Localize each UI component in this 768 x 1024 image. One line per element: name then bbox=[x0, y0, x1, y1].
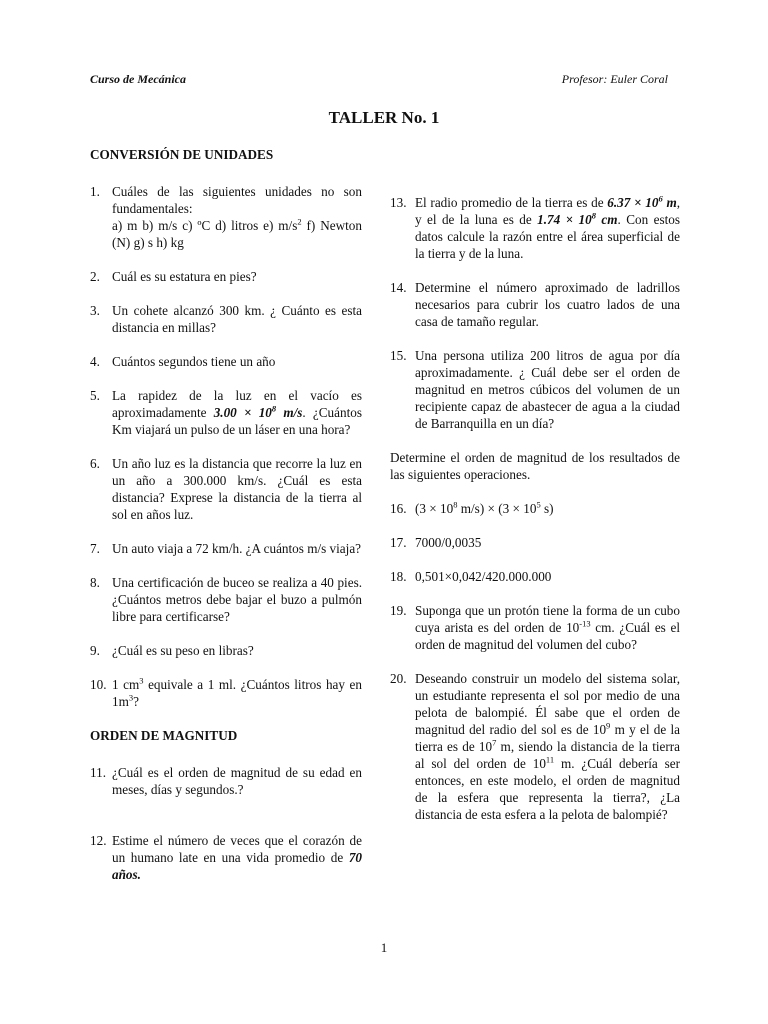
question-14: 14. Determine el número aproximado de ladrillos necesarios para cubrir los cuatro lados de una casa de tamaño regular. bbox=[390, 280, 680, 329]
right-column bbox=[390, 194, 680, 840]
page-title: TALLER No. 1 bbox=[328, 108, 440, 127]
question-18: 18. 0,501×0,042/420.000.000 bbox=[390, 569, 552, 584]
page-number: 1 bbox=[380, 940, 388, 955]
section-magnitude: ORDEN DE MAGNITUD bbox=[90, 728, 238, 743]
question-19: 19. Suponga que un protón tiene la forma de un cubo cuya arista es del orden de $10^{-13}$ cm. ¿Cuál es el orden de magnitud del volumen del cubo? bbox=[390, 603, 681, 652]
question-2: 2. Cuál es su estatura en pies? bbox=[90, 269, 257, 284]
question-4: 4. Cuántos segundos tiene un año bbox=[90, 354, 276, 369]
page-header bbox=[90, 72, 668, 90]
operations-intro: Determine el orden de magnitud de los resultados de las siguientes operaciones. bbox=[390, 450, 680, 482]
question-20: 20. Deseando construir un modelo del sistema solar, un estudiante representa el sol por medio de una pelota de balompié. Él sabe que el orden de magnitud del radio del sol es de $10^9$ m y el de la tierra es de $10^7$ m, siendo la distancia de la tierra al sol del orden de $10^{11}$ m. ¿Cuál debería ser entonces, en este modelo, el orden de magnitud de la esfera que representa la tierra?, ¿La distancia de esta esfera a la pelota de balompié? bbox=[390, 671, 681, 822]
question-10: 10. 1 $cm^3$ equivale a 1 ml. ¿Cuántos litros hay en $1m^3$? bbox=[90, 675, 362, 709]
question-5: 5. La rapidez de la luz en el vacío es aproximadamente $3.00 \times 10^8$ m/s. ¿Cuántos Km viajará un pulso de un láser en una hora? bbox=[90, 388, 362, 437]
question-16: 16. ($3 \times 10^8$ $m/s) \times (3 \times 10^5$ s) bbox=[390, 499, 554, 516]
course-name: Curso de Mecánica bbox=[90, 72, 186, 86]
question-11: 11. ¿Cuál es el orden de magnitud de su edad en meses, días y segundos.? bbox=[90, 765, 362, 797]
question-7: 7. Un auto viaja a 72 km/h. ¿A cuántos m/s viaja? bbox=[90, 541, 362, 556]
question-17: 17. 7000/0,0035 bbox=[390, 535, 482, 550]
question-6: 6. Un año luz es la distancia que recorre la luz en un año a 300.000 km/s. ¿Cuál es esta distancia? Exprese la distancia de la tierra al sol en años luz. bbox=[90, 456, 362, 522]
question-12: 12. Estime el número de veces que el corazón de un humano late en una vida promedio de 70 años. bbox=[90, 833, 362, 882]
section-conversion: CONVERSIÓN DE UNIDADES bbox=[90, 147, 274, 162]
question-9: 9. ¿Cuál es su peso en libras? bbox=[90, 643, 254, 658]
question-3: 3. Un cohete alcanzó 300 km. ¿ Cuánto es esta distancia en millas? bbox=[90, 303, 362, 335]
question-13: 13. El radio promedio de la tierra es de $6.37 \times 10^6$ m, y el de la luna es de $1.74 \times 10^8$ cm. Con estos datos calcule la razón entre el área superficial de la tierra y de la luna. bbox=[390, 193, 681, 261]
question-1: 1. Cuáles de las siguientes unidades no son fundamentales: a) m b) m/s c) ºC d) litros e) $m/s^2$ f) Newton (N) g) s h) kg bbox=[90, 184, 362, 250]
professor-name: Profesor: Euler Coral bbox=[561, 72, 668, 86]
question-8: 8. Una certificación de buceo se realiza a 40 pies. ¿Cuántos metros debe bajar el buzo a pulmón libre para certificarse? bbox=[90, 575, 362, 624]
left-column bbox=[90, 146, 362, 900]
question-15: 15. Una persona utiliza 200 litros de agua por día aproximadamente. ¿ Cuál debe ser el orden de magnitud en metros cúbicos del volumen de un recipiente capaz de abastecer de agua a la ciudad de Barranquilla en un día? bbox=[390, 348, 680, 431]
